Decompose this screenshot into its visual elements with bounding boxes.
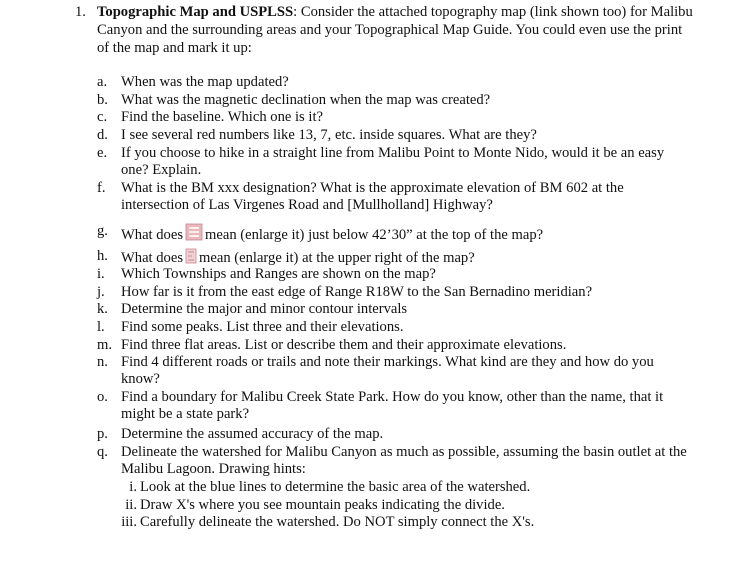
item-label: p. [97,426,108,442]
item-text: Determine the assumed accuracy of the map. [121,426,384,442]
item-text: mean (enlarge it) just below 42’30” at the top of the map? [205,227,544,243]
item-text: Delineate the watershed for Malibu Canyon as much as possible, assuming the basin outlet at the Malibu Lagoon. Drawing hints: [121,444,687,478]
list-item [97,145,693,180]
list-item [97,389,693,424]
question-intro [97,4,697,57]
list-item [97,444,693,479]
list-item [97,284,693,301]
item-text: What does [121,250,184,266]
item-label: h. [97,248,108,264]
list-item [97,354,693,389]
item-text: Which Townships and Ranges are shown on the map? [121,266,436,282]
hint-text: Draw X's where you see mountain peaks indicating the divide. [140,497,505,513]
item-text: Find 4 different roads or trails and note their markings. What kind are they and how do you know? [121,354,654,388]
item-text: Find the baseline. Which one is it? [121,109,323,125]
item-text: Find three flat areas. List or describe them and their approximate elevations. [121,337,567,353]
item-text: How far is it from the east edge of Range R18W to the San Bernadino meridian? [121,284,593,300]
item-text: What was the magnetic declination when the map was created? [121,92,491,108]
list-item [97,74,693,91]
hint-text: Carefully delineate the watershed. Do NOT simply connect the X's. [140,514,535,530]
question-title: Topographic Map and USPLSS [97,4,294,20]
item-text: Determine the major and minor contour intervals [121,301,408,317]
item-text: mean (enlarge it) at the upper right of the map? [199,250,475,266]
map-symbol-icon[interactable] [185,223,203,246]
item-label: d. [97,127,108,143]
item-text: If you choose to hike in a straight line from Malibu Point to Monte Nido, would it be an easy one? Explain. [121,145,665,179]
list-item [97,109,693,126]
list-item [97,223,693,246]
item-text: I see several red numbers like 13, 7, etc. inside squares. What are they? [121,127,537,143]
list-item [97,180,693,215]
hint-text: Look at the blue lines to determine the basic area of the watershed. [140,479,531,495]
item-text: What does [121,227,184,243]
hint-item [116,497,686,514]
item-label: a. [97,74,108,90]
item-label: i. [97,266,105,282]
hint-label: i. [129,479,137,495]
item-text: Find a boundary for Malibu Creek State Park. How do you know, other than the name, that it might be a state park? [121,389,664,423]
item-label: m. [97,337,112,353]
item-label: o. [97,389,108,405]
list-item [97,266,693,283]
question-intro-text: : Consider the attached topography map (link shown too) for Malibu Canyon and the surrounding areas and your Topographical Map Guide. You could even use the print of the map and mark it up: [97,4,693,56]
list-item [97,337,693,354]
item-label: g. [97,223,108,239]
list-item [97,319,693,336]
hint-label: iii. [121,514,137,530]
list-item [97,92,693,109]
item-label: f. [97,180,106,196]
item-label: q. [97,444,108,460]
item-label: b. [97,92,108,108]
item-label: l. [97,319,105,335]
item-label: n. [97,354,108,370]
item-text: Find some peaks. List three and their elevations. [121,319,404,335]
question-number: 1. [75,4,86,20]
list-item [97,127,693,144]
item-text: When was the map updated? [121,74,289,90]
item-label: k. [97,301,108,317]
hint-item [116,514,686,531]
item-text: What is the BM xxx designation? What is the approximate elevation of BM 602 at the intersection of Las Virgenes Road and [Mullholland] Highway? [121,180,624,214]
item-label: c. [97,109,108,125]
hint-item [116,479,686,496]
list-item [97,301,693,318]
item-label: j. [97,284,105,300]
hint-label: ii. [125,497,137,513]
item-label: e. [97,145,108,161]
list-item [97,426,693,443]
